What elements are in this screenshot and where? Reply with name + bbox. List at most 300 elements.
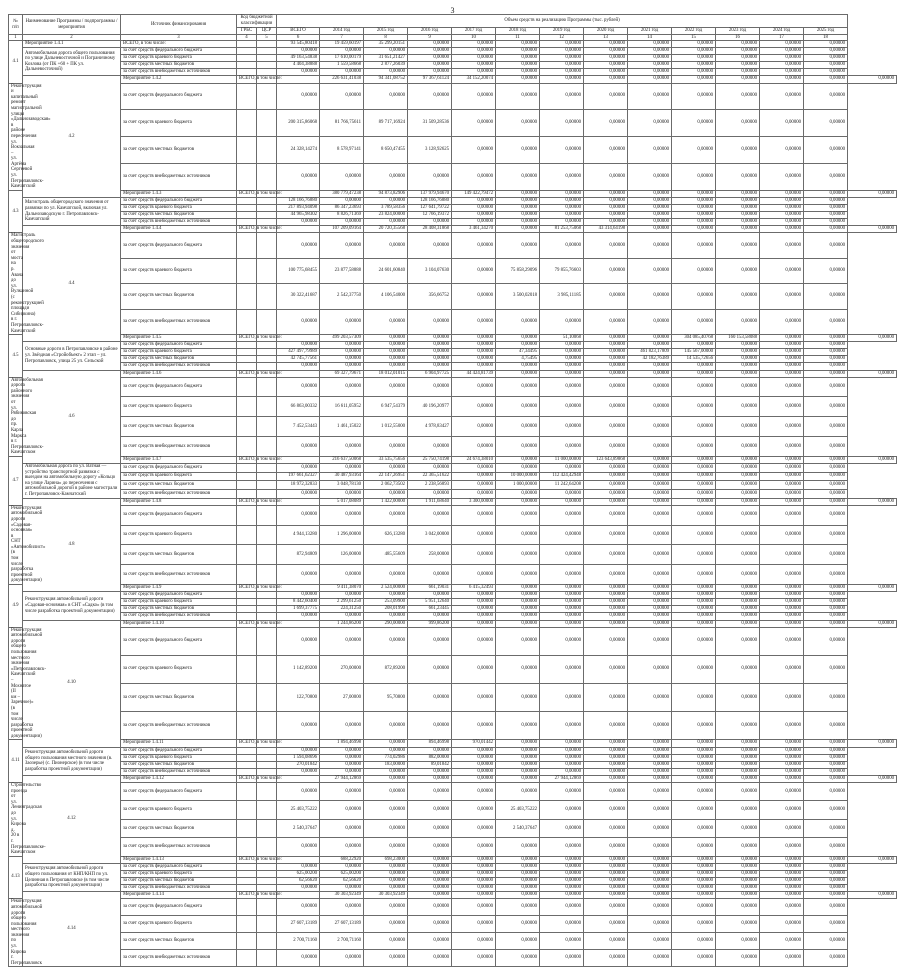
year-value: 0,00000: [804, 335, 848, 342]
year-value: 0,00000: [804, 545, 848, 565]
year-value: 0,00000: [452, 627, 496, 655]
column-number: 2: [23, 35, 121, 41]
total-value: 625,00200: [277, 870, 320, 877]
year-value: 0,00000: [540, 48, 584, 55]
code-grbs-cell: [237, 801, 257, 819]
year-value: 128 166,76880: [408, 197, 452, 204]
column-number: 9: [408, 35, 452, 41]
year-value: 0,00000: [584, 747, 628, 754]
code-grbs-cell: [237, 417, 257, 437]
code-grbs-cell: [237, 137, 257, 164]
code-csr-cell: [257, 754, 277, 761]
code-csr-cell: [257, 309, 277, 334]
funding-source: за счет средств местных бюджетов: [121, 819, 237, 837]
year-value: 0,00000: [584, 783, 628, 801]
year-value: 0,00000: [672, 627, 716, 655]
year-value: 0,00000: [760, 205, 804, 212]
year-value: 0,00000: [672, 62, 716, 69]
year-value: 0,00000: [716, 892, 760, 899]
year-value: 0,00000: [496, 309, 540, 334]
year-value: 0,00000: [584, 481, 628, 490]
year-value: 0,00000: [584, 885, 628, 892]
measure-index: 4.2: [23, 76, 121, 197]
year-value: 0,00000: [716, 775, 760, 782]
year-value: 0,00000: [320, 233, 364, 258]
code-csr-cell: [257, 712, 277, 740]
year-value: 356,66752: [408, 284, 452, 309]
header-name: Наименование Программы / подпрограммы / мероприятия: [23, 15, 121, 35]
measure-row: [9, 740, 897, 747]
year-value: 20 720,35568: [364, 226, 408, 233]
funding-source: за счет средств местных бюджетов: [121, 761, 237, 768]
year-value: 0,00000: [320, 356, 364, 363]
year-value: 0,00000: [716, 856, 760, 863]
funding-source: за счет средств внебюджетных источников: [121, 838, 237, 856]
year-value: 0,00000: [496, 783, 540, 801]
year-value: 0,00000: [364, 309, 408, 334]
year-value: 0,00000: [848, 335, 897, 342]
year-value: 0,00000: [584, 219, 628, 226]
year-value: 0,00000: [804, 342, 848, 349]
total-value: 42 745,77561: [277, 356, 320, 363]
year-value: 0,00000: [452, 205, 496, 212]
year-value: 0,00000: [584, 655, 628, 683]
year-value: 0,00000: [496, 190, 540, 197]
year-value: 0,00000: [716, 190, 760, 197]
header-year: 2020 год: [584, 28, 628, 35]
year-value: 0,00000: [496, 950, 540, 967]
year-value: 253,09900: [364, 599, 408, 606]
year-value: 0,00000: [452, 885, 496, 892]
year-value: 31 509,28536: [408, 110, 452, 137]
year-value: 0,00000: [672, 613, 716, 620]
year-value: 0,00000: [760, 190, 804, 197]
total-value: 0,00000: [277, 863, 320, 870]
year-value: 0,00000: [452, 212, 496, 219]
year-value: 0,00000: [628, 565, 672, 585]
year-value: 0,00000: [452, 801, 496, 819]
year-value: 0,00000: [408, 363, 452, 370]
year-value: 1 000,00000: [496, 481, 540, 490]
year-value: 0,00000: [628, 933, 672, 950]
funding-source: за счет средств краевого бюджета: [121, 349, 237, 356]
total-value: 27 607,13189: [277, 916, 320, 933]
year-value: 35 299,20151: [364, 41, 408, 48]
year-value: 0,00000: [540, 464, 584, 473]
measure-index: 4.12: [23, 775, 121, 863]
year-value: 0,00000: [452, 110, 496, 137]
year-value: 0,00000: [716, 801, 760, 819]
year-value: 0,00000: [804, 190, 848, 197]
code-grbs-cell: [237, 545, 257, 565]
year-value: 0,00000: [804, 655, 848, 683]
funding-source: за счет средств федерального бюджета: [121, 197, 237, 204]
year-value: 0,00000: [584, 76, 628, 83]
year-value: 0,00000: [760, 437, 804, 457]
year-value: 0,00000: [408, 233, 452, 258]
year-value: 0,00000: [584, 110, 628, 137]
year-value: 8 578,97141: [320, 137, 364, 164]
year-value: 0,00000: [540, 356, 584, 363]
year-value: 0,00000: [408, 565, 452, 585]
year-value: 0,00000: [716, 599, 760, 606]
total-value: 0,00000: [277, 233, 320, 258]
code-csr-cell: [257, 417, 277, 437]
year-value: 17 610,00179: [320, 55, 364, 62]
year-value: 0,00000: [760, 592, 804, 599]
year-value: 30 303,92349: [364, 892, 408, 899]
year-value: 0,00000: [540, 137, 584, 164]
code-grbs-cell: [237, 838, 257, 856]
total-value: 66 863,00332: [277, 397, 320, 417]
code-csr-cell: [257, 69, 277, 76]
year-value: 0,00000: [716, 525, 760, 545]
year-value: 0,00000: [760, 627, 804, 655]
year-value: 0,00000: [672, 505, 716, 525]
funding-row: [9, 801, 897, 819]
year-value: 0,00000: [760, 545, 804, 565]
year-value: 0,00000: [452, 856, 496, 863]
year-value: 0,00000: [320, 783, 364, 801]
year-value: 0,00000: [760, 565, 804, 585]
measure-row: [9, 190, 897, 197]
total-value: 0,00000: [277, 627, 320, 655]
funding-source: за счет средств внебюджетных источников: [121, 885, 237, 892]
year-value: 0,00000: [364, 437, 408, 457]
year-value: 11 242,64208: [540, 481, 584, 490]
funding-source: за счет средств внебюджетных источников: [121, 219, 237, 226]
funding-row: [9, 878, 897, 885]
year-value: 0,00000: [408, 62, 452, 69]
code-grbs-cell: [237, 62, 257, 69]
year-value: 0,00000: [540, 899, 584, 916]
funding-source: за счет средств местных бюджетов: [121, 417, 237, 437]
year-value: 0,00000: [452, 363, 496, 370]
total-value: 9 411,38070: [320, 585, 364, 592]
total-value: 1 594,08696: [277, 754, 320, 761]
year-value: 0,00000: [716, 212, 760, 219]
funding-source: за счет средств местных бюджетов: [121, 356, 237, 363]
measure-label: Мероприятие 1.4.9: [121, 585, 237, 592]
year-value: 0,00000: [452, 83, 496, 110]
year-value: 0,00000: [452, 892, 496, 899]
year-value: 0,00000: [760, 863, 804, 870]
year-value: 0,00000: [540, 205, 584, 212]
code-grbs-cell: [237, 863, 257, 870]
total-value: 0,00000: [277, 613, 320, 620]
funding-row: [9, 916, 897, 933]
code-csr-cell: [257, 878, 277, 885]
year-value: 0,00000: [496, 768, 540, 775]
year-value: 0,00000: [584, 592, 628, 599]
year-value: 0,00000: [496, 69, 540, 76]
measure-index: 4.13: [9, 856, 23, 899]
column-number: 6: [277, 35, 320, 41]
year-value: 0,00000: [452, 747, 496, 754]
year-value: 0,00000: [496, 525, 540, 545]
funding-row: [9, 197, 897, 204]
year-value: 0,00000: [628, 417, 672, 437]
year-value: 0,00000: [540, 489, 584, 498]
year-value: 0,00000: [364, 377, 408, 397]
code-grbs-cell: [237, 205, 257, 212]
year-value: 0,00000: [584, 370, 628, 377]
year-value: 0,00000: [672, 377, 716, 397]
header-no: № п/п: [9, 15, 23, 35]
year-value: 0,00000: [804, 397, 848, 417]
year-value: 0,00000: [716, 363, 760, 370]
year-value: 0,00000: [540, 620, 584, 627]
year-value: 0,00000: [716, 878, 760, 885]
total-value: 100 775,68455: [277, 258, 320, 283]
column-number: 12: [540, 35, 584, 41]
column-number: 4: [237, 35, 257, 41]
measure-row: [9, 775, 897, 782]
year-value: 0,00000: [716, 655, 760, 683]
funding-row: [9, 783, 897, 801]
total-value: 69 327,79671: [320, 370, 364, 377]
year-value: 0,00000: [760, 356, 804, 363]
year-value: 0,00000: [408, 712, 452, 740]
measure-description: Строительство проезда от ул. Ленинградская до ул. Кирова д. 20 в г. Петропавловске-Камчатском: [9, 783, 23, 857]
year-value: 0,00000: [716, 505, 760, 525]
year-value: 0,00000: [540, 110, 584, 137]
funding-row: [9, 110, 897, 137]
year-value: 0,00000: [804, 783, 848, 801]
year-value: 0,00000: [452, 356, 496, 363]
total-value: 2 700,71160: [277, 933, 320, 950]
year-value: 0,00000: [716, 377, 760, 397]
year-value: 0,00000: [452, 775, 496, 782]
year-value: 0,00000: [804, 69, 848, 76]
total-value: 0,00000: [277, 885, 320, 892]
year-value: 0,00000: [540, 565, 584, 585]
budget-table-container: [8, 14, 897, 967]
funding-row: [9, 342, 897, 349]
year-value: 0,00000: [496, 761, 540, 768]
year-value: 0,00000: [672, 899, 716, 916]
year-value: 0,00000: [628, 655, 672, 683]
year-value: 43 314,64198: [584, 226, 628, 233]
year-value: 0,00000: [804, 284, 848, 309]
code-csr-cell: [277, 498, 320, 505]
year-value: 0,00000: [452, 164, 496, 191]
year-value: 86 347,23693: [320, 205, 364, 212]
year-value: 0,00000: [716, 620, 760, 627]
measure-row: [9, 370, 897, 377]
year-value: 0,00000: [760, 212, 804, 219]
column-number: 15: [672, 35, 716, 41]
year-value: 0,00000: [408, 892, 452, 899]
year-value: 0,00000: [452, 863, 496, 870]
year-value: 0,00000: [760, 606, 804, 613]
year-value: 0,00000: [716, 226, 760, 233]
funding-row: [9, 437, 897, 457]
funding-source: ВСЕГО, в том числе:: [237, 370, 257, 377]
year-value: 0,00000: [320, 899, 364, 916]
total-value: 107 209,09164: [320, 226, 364, 233]
year-value: 970,01442: [452, 740, 496, 747]
year-value: 0,00000: [496, 613, 540, 620]
year-value: 0,00000: [804, 863, 848, 870]
code-csr-cell: [277, 456, 320, 463]
year-value: 0,00000: [584, 933, 628, 950]
year-value: 0,00000: [804, 233, 848, 258]
funding-row: [9, 950, 897, 967]
year-value: 97 367,61124: [408, 76, 452, 83]
year-value: 0,00000: [452, 838, 496, 856]
total-value: 0,00000: [277, 950, 320, 967]
code-csr-cell: [257, 627, 277, 655]
year-value: 0,00000: [628, 754, 672, 761]
year-value: 0,00000: [364, 838, 408, 856]
year-value: 0,00000: [540, 197, 584, 204]
column-number: 14: [628, 35, 672, 41]
year-value: 0,00000: [540, 233, 584, 258]
funding-row: [9, 599, 897, 606]
year-value: 30 487,93164: [320, 472, 364, 481]
year-value: 0,00000: [496, 620, 540, 627]
year-value: 0,00000: [672, 309, 716, 334]
year-value: 0,00000: [628, 55, 672, 62]
funding-source: ВСЕГО, в том числе:: [237, 226, 257, 233]
year-value: 145 567,00000: [672, 349, 716, 356]
measure-label: Мероприятие 1.4.6: [121, 370, 237, 377]
year-value: 0,00000: [804, 62, 848, 69]
year-value: 0,00000: [496, 870, 540, 877]
year-value: 0,00000: [848, 498, 897, 505]
year-value: 0,00000: [452, 783, 496, 801]
measure-index: 4.8: [23, 498, 121, 592]
year-value: 0,00000: [496, 627, 540, 655]
measure-label: Мероприятие 1.4.5: [121, 335, 237, 342]
year-value: 0,00000: [672, 55, 716, 62]
year-value: 0,00000: [496, 775, 540, 782]
year-value: 0,00000: [672, 489, 716, 498]
code-grbs-cell: [237, 885, 257, 892]
year-value: 0,00000: [540, 606, 584, 613]
funding-source: за счет средств краевого бюджета: [121, 916, 237, 933]
year-value: 0,00000: [672, 437, 716, 457]
code-csr-cell: [257, 599, 277, 606]
year-value: 0,00000: [584, 164, 628, 191]
year-value: 23 824,00000: [364, 212, 408, 219]
year-value: 0,00000: [320, 747, 364, 754]
year-value: 0,00000: [452, 606, 496, 613]
year-value: 0,00000: [672, 801, 716, 819]
funding-source: ВСЕГО, в том числе:: [237, 856, 257, 863]
measure-description: Основные дороги в Петропавловске в районе ул. Звёздная «Стройобъект» 2 этап – ул. Петропавловск, улица 25 ул. Сельской: [23, 342, 121, 370]
year-value: 0,00000: [672, 655, 716, 683]
year-value: 0,00000: [760, 599, 804, 606]
measure-description: Реконструкция автомобильной дороги общего пользования местного значения по ул. Кирова г. Петропавловск: [9, 899, 23, 967]
year-value: 0,00000: [452, 481, 496, 490]
year-value: 0,00000: [452, 950, 496, 967]
code-csr-cell: [257, 349, 277, 356]
year-value: 0,00000: [716, 933, 760, 950]
year-value: 0,00000: [672, 754, 716, 761]
year-value: 28 408,31868: [408, 226, 452, 233]
year-value: 0,00000: [672, 761, 716, 768]
year-value: 0,00000: [540, 916, 584, 933]
year-value: 0,00000: [452, 41, 496, 48]
year-value: 0,00000: [320, 464, 364, 473]
table-header: [9, 15, 897, 41]
year-value: 0,00000: [584, 838, 628, 856]
year-value: 0,00000: [628, 377, 672, 397]
total-value: 24 328,14274: [277, 137, 320, 164]
year-value: 0,00000: [408, 613, 452, 620]
year-value: 0,00000: [540, 740, 584, 747]
year-value: 0,00000: [496, 592, 540, 599]
year-value: 0,00000: [364, 819, 408, 837]
year-value: 0,00000: [364, 349, 408, 356]
year-value: 0,00000: [540, 950, 584, 967]
funding-row: [9, 377, 897, 397]
year-value: 0,00000: [628, 110, 672, 137]
year-value: 258,00000: [408, 545, 452, 565]
year-value: 0,00000: [540, 83, 584, 110]
total-value: 93 545,80418: [277, 41, 320, 48]
year-value: 0,00000: [716, 712, 760, 740]
year-value: 0,00000: [804, 505, 848, 525]
funding-row: [9, 481, 897, 490]
funding-row: [9, 768, 897, 775]
year-value: 0,00000: [408, 48, 452, 55]
year-value: 0,00000: [496, 417, 540, 437]
year-value: 0,00000: [540, 212, 584, 219]
year-value: 0,00000: [452, 377, 496, 397]
total-value: 200 315,86068: [277, 110, 320, 137]
total-value: 0,00000: [277, 377, 320, 397]
year-value: 0,00000: [672, 916, 716, 933]
year-value: 0,00000: [672, 863, 716, 870]
year-value: 0,00000: [760, 761, 804, 768]
funding-source: за счет средств местных бюджетов: [121, 933, 237, 950]
year-value: 94 341,08752: [364, 76, 408, 83]
funding-source: ВСЕГО, в том числе:: [237, 620, 257, 627]
total-value: 0,00000: [277, 592, 320, 599]
year-value: 0,00000: [628, 768, 672, 775]
year-value: 0,00000: [584, 870, 628, 877]
year-value: 0,00000: [804, 417, 848, 437]
year-value: 0,00000: [452, 870, 496, 877]
year-value: 10 000,00000: [496, 472, 540, 481]
code-grbs-cell: [237, 284, 257, 309]
year-value: 0,00000: [496, 377, 540, 397]
year-value: 0,00000: [628, 309, 672, 334]
funding-row: [9, 219, 897, 226]
year-value: 0,00000: [760, 62, 804, 69]
year-value: 0,00000: [672, 258, 716, 283]
code-csr-cell: [257, 363, 277, 370]
year-value: 0,00000: [760, 775, 804, 782]
header-year: 2021 год: [628, 28, 672, 35]
year-value: 0,00000: [452, 599, 496, 606]
year-value: 89 717,16924: [364, 110, 408, 137]
year-value: 0,00000: [408, 819, 452, 837]
year-value: 0,00000: [760, 754, 804, 761]
year-value: 0,00000: [452, 464, 496, 473]
code-csr-cell: [257, 110, 277, 137]
year-value: 0,00000: [584, 205, 628, 212]
header-total: ВСЕГО: [277, 28, 320, 35]
column-number: 18: [804, 35, 848, 41]
year-value: 0,00000: [760, 48, 804, 55]
year-value: 0,00000: [452, 437, 496, 457]
measure-index: 4.1: [9, 41, 23, 84]
table-body: [9, 41, 897, 967]
